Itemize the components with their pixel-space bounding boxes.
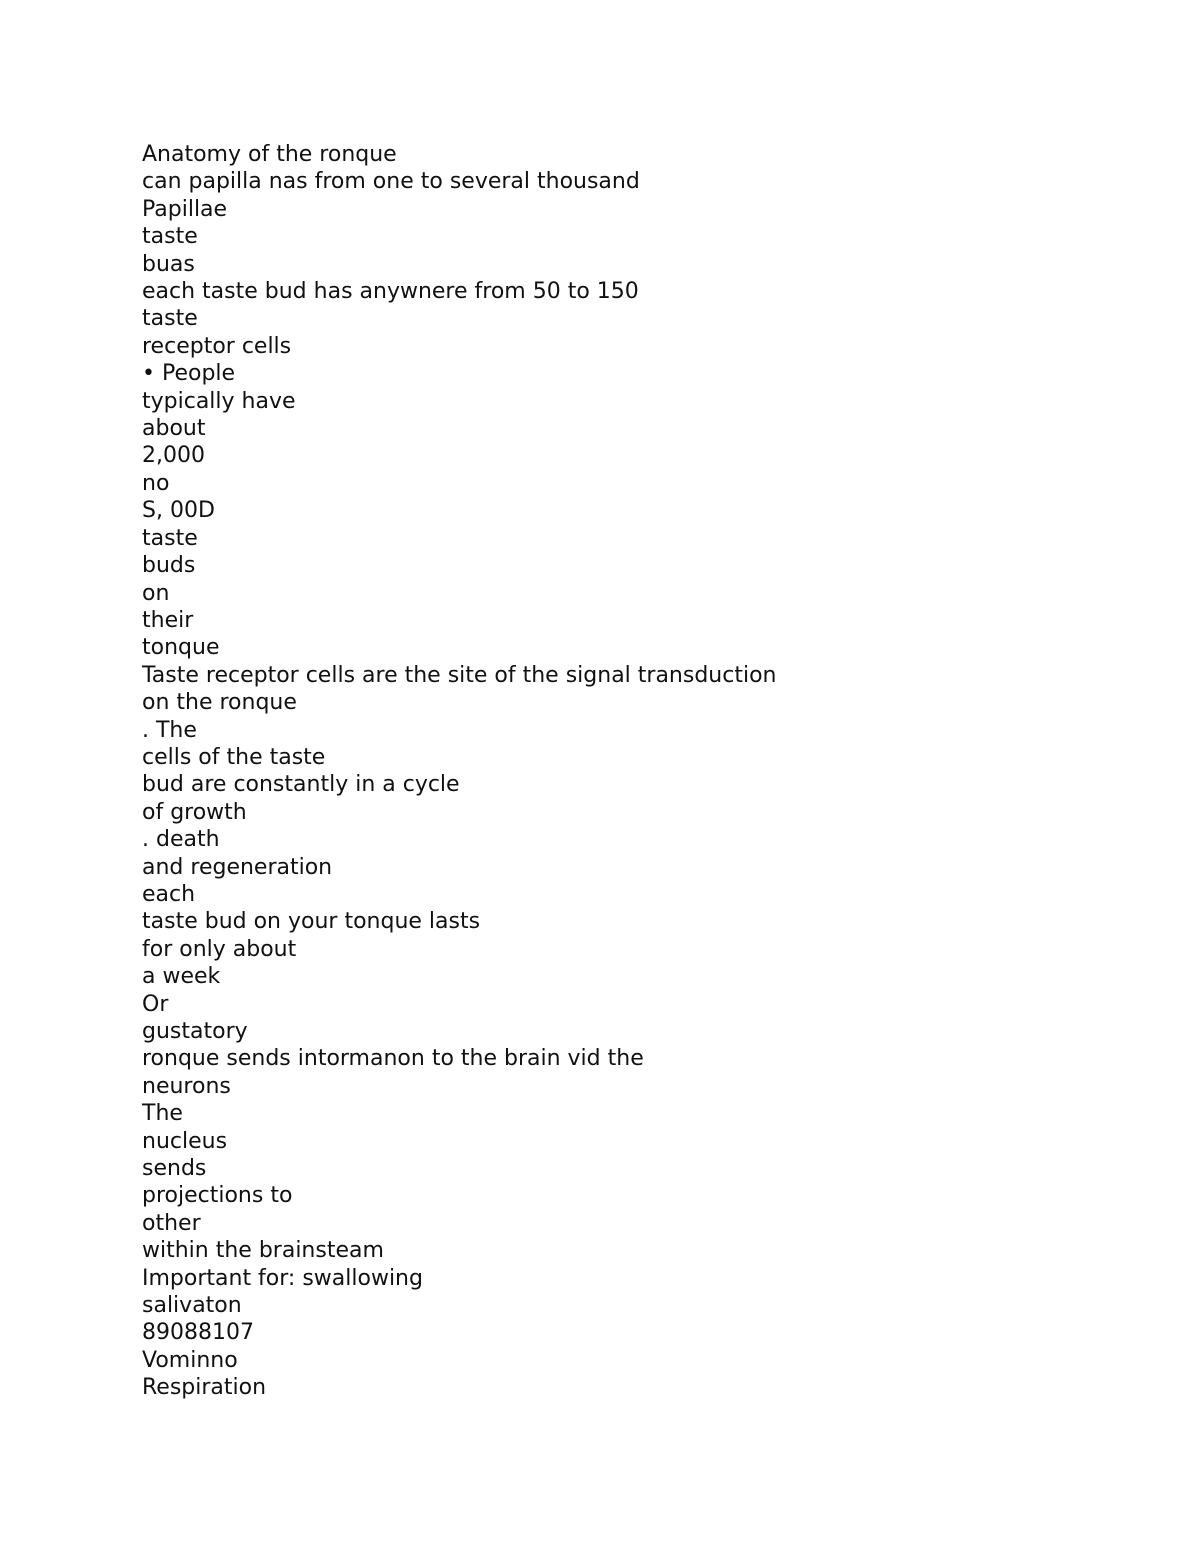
text-line: Papillae <box>142 196 228 222</box>
text-line: on the ronque <box>142 690 297 716</box>
text-line: cells of the taste <box>142 744 326 770</box>
text-line: tonque <box>142 635 220 661</box>
text-line: and regeneration <box>142 854 333 880</box>
text-line: typically have <box>142 388 296 414</box>
text-line: for only about <box>142 936 297 962</box>
text-line: . death <box>142 827 220 853</box>
text-line: gustatory <box>142 1019 248 1044</box>
text-line: buds <box>142 553 196 579</box>
text-line: within the brainsteam <box>142 1238 384 1264</box>
text-line: salivaton <box>142 1293 242 1319</box>
text-line: Or <box>142 991 169 1017</box>
text-line: no <box>142 470 170 496</box>
text-line: other <box>142 1210 201 1236</box>
text-line: Vominno <box>142 1347 238 1373</box>
text-line: 89088107 <box>142 1320 254 1346</box>
document-title: Anatomy of the ronque <box>142 142 397 167</box>
text-line: neurons <box>142 1073 231 1099</box>
text-line: Important for: swallowing <box>142 1265 423 1291</box>
text-line: taste bud on your tonque lasts <box>142 909 481 935</box>
text-line: each taste bud has anywnere from 50 to 150 <box>142 279 639 305</box>
text-line: bud are constantly in a cycle <box>142 772 460 798</box>
text-line: of growth <box>142 799 247 825</box>
text-line: Respiration <box>142 1375 267 1401</box>
text-line: sends <box>142 1156 207 1182</box>
text-line: taste <box>142 224 198 250</box>
text-line: their <box>142 607 194 633</box>
text-line: taste <box>142 306 198 332</box>
document-text <box>142 141 777 1402</box>
text-line: receptor cells <box>142 333 292 359</box>
text-line: ronque sends intormanon to the brain vid the <box>142 1046 644 1072</box>
text-line: a week <box>142 964 221 990</box>
text-line: buas <box>142 251 195 277</box>
text-line: The <box>142 1101 183 1127</box>
text-line: about <box>142 416 206 442</box>
text-line: 2,000 <box>142 443 205 469</box>
bullet-line: • People <box>142 361 236 387</box>
text-line: S, 00D <box>142 498 215 524</box>
text-line: projections to <box>142 1183 293 1209</box>
text-line: nucleus <box>142 1128 228 1154</box>
text-line: each <box>142 881 196 907</box>
text-line: . The <box>142 717 197 743</box>
text-line: on <box>142 580 170 606</box>
text-line: taste <box>142 525 198 551</box>
text-line: can papilla nas from one to several thousand <box>142 169 640 195</box>
text-line: Taste receptor cells are the site of the signal transduction <box>142 662 777 688</box>
